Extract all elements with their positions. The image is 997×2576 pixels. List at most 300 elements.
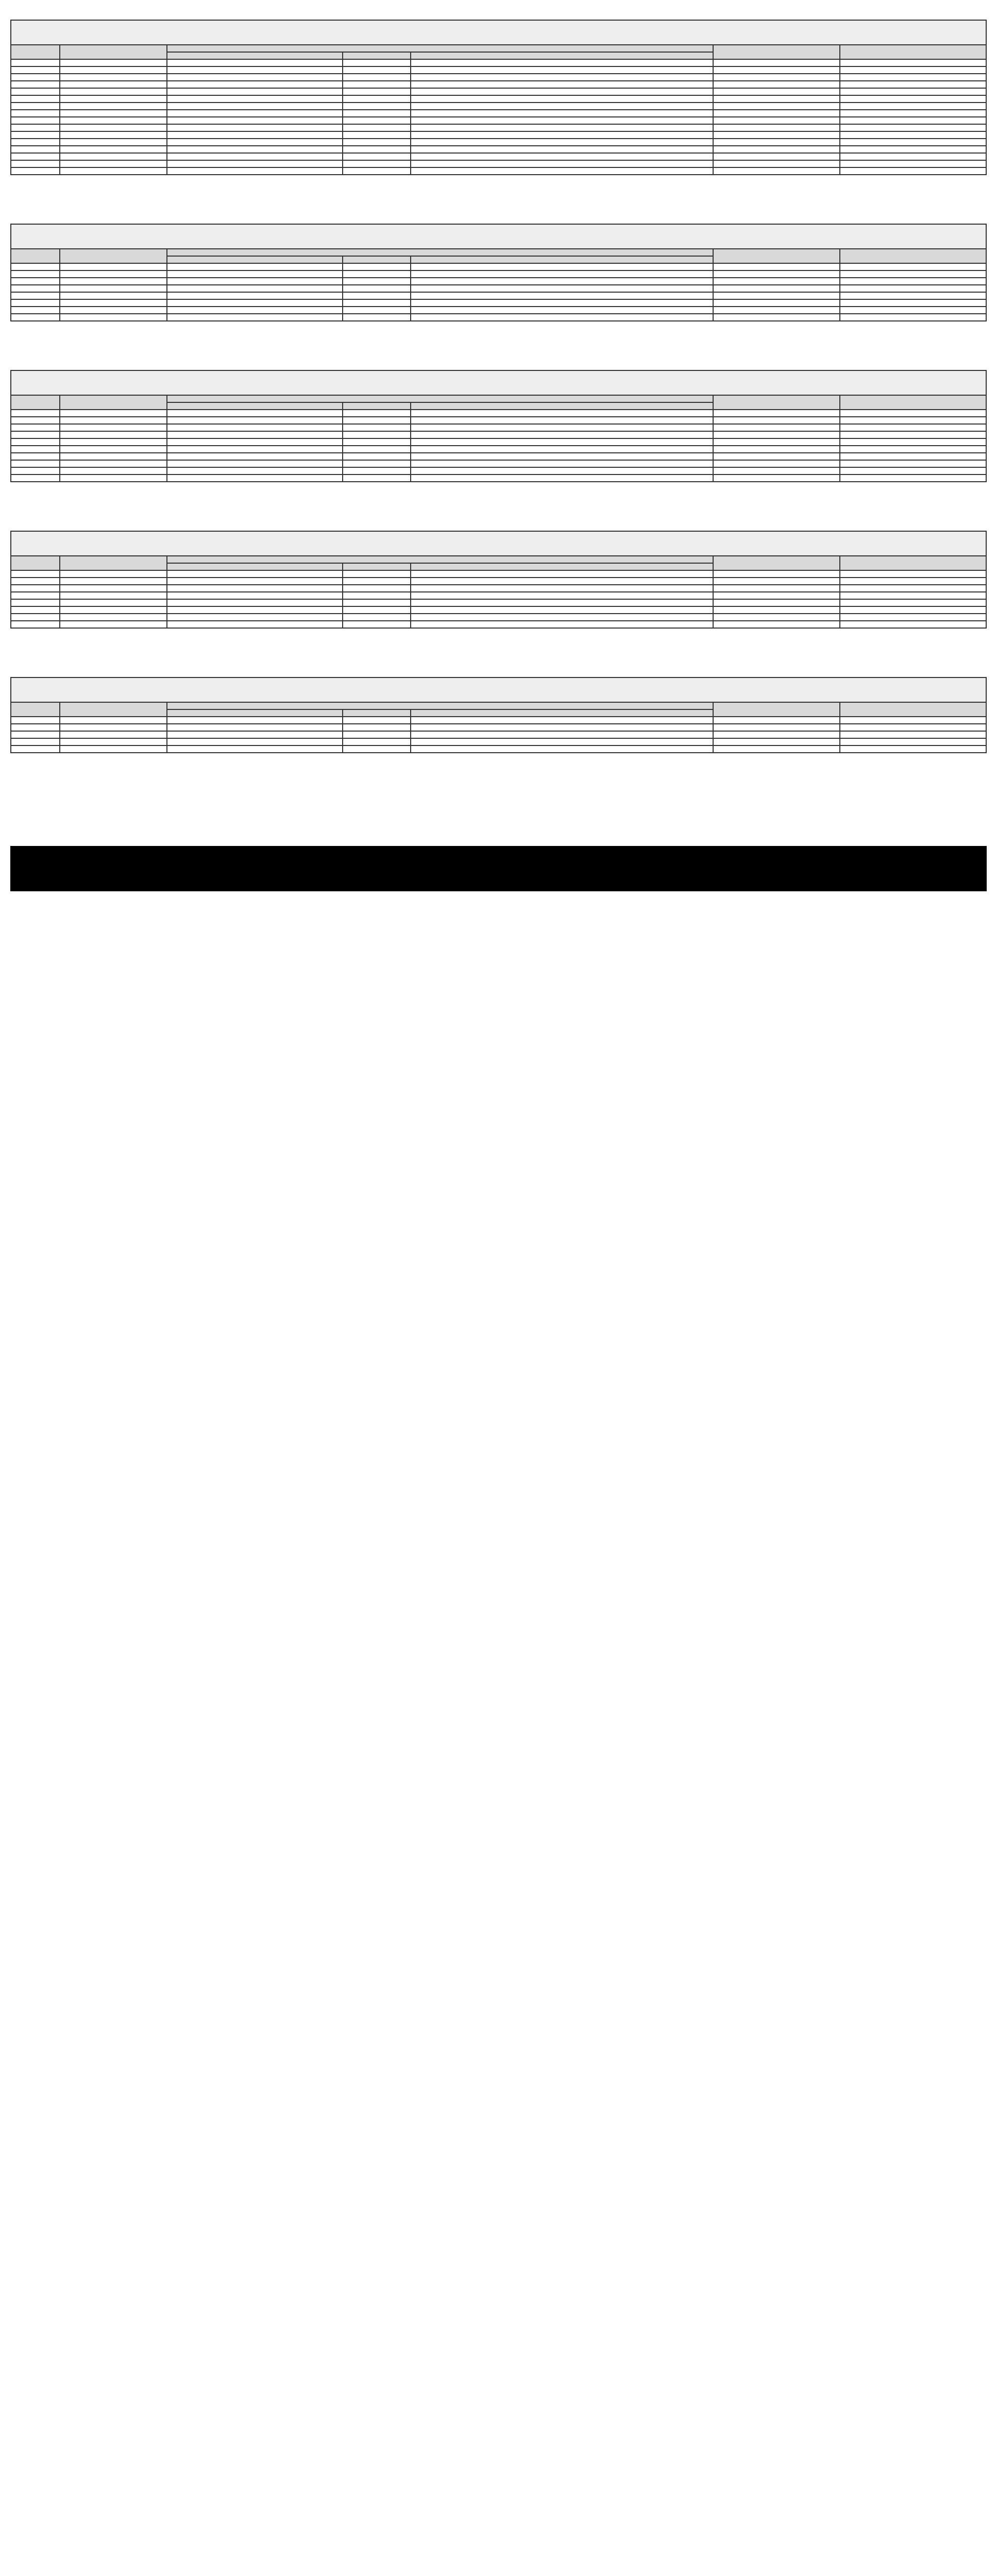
notice-page [10,5,987,1108]
cell-authority [840,278,986,285]
cell-count [343,578,411,585]
cell-count [343,74,411,81]
cell-area [411,81,713,88]
table-row [11,621,986,628]
cell-area [411,724,713,731]
cell-post [167,117,343,124]
cell-secretariat [713,66,840,74]
cell-serial [11,278,60,285]
cell-secretariat [713,738,840,745]
notice-number [10,891,987,924]
cell-post [167,103,343,110]
cell-notice-no [60,88,167,95]
col-count-header [343,52,411,59]
cell-area [411,270,713,278]
cell-notice-no [60,307,167,314]
cell-post [167,453,343,460]
cell-authority [840,117,986,124]
cell-count [343,278,411,285]
cell-area [411,131,713,139]
table-header [11,249,986,263]
cell-count [343,95,411,103]
cell-authority [840,285,986,292]
table-row [11,431,986,438]
table-body [11,570,986,628]
cell-authority [840,738,986,745]
cell-secretariat [713,460,840,467]
cell-authority [840,570,986,578]
cell-authority [840,74,986,81]
cell-secretariat [713,146,840,153]
vacancy-table [10,395,987,482]
cell-serial [11,103,60,110]
cell-authority [840,95,986,103]
cell-notice-no [60,599,167,606]
cell-serial [11,606,60,614]
cell-authority [840,146,986,153]
cell-notice-no [60,110,167,117]
cell-area [411,314,713,321]
cell-area [411,467,713,474]
col-post-header [167,256,343,263]
col-serial-header [11,45,60,59]
notice-heading-1 [10,787,987,846]
cell-authority [840,606,986,614]
table-row [11,292,986,299]
cell-count [343,474,411,482]
cell-area [411,424,713,431]
cell-area [411,438,713,446]
cell-serial [11,570,60,578]
cell-area [411,599,713,606]
cell-secretariat [713,717,840,724]
cell-count [343,410,411,417]
table-row [11,131,986,139]
table-row [11,59,986,66]
table-row [11,167,986,175]
cell-post [167,410,343,417]
cell-serial [11,621,60,628]
cell-count [343,724,411,731]
cell-serial [11,299,60,307]
col-area-header [411,256,713,263]
col-count-header [343,563,411,570]
cell-secretariat [713,592,840,599]
cell-secretariat [713,167,840,175]
cell-notice-no [60,474,167,482]
header-row [11,556,986,563]
cell-post [167,74,343,81]
cell-serial [11,74,60,81]
cell-area [411,110,713,117]
cell-area [411,103,713,110]
cell-secretariat [713,278,840,285]
cell-serial [11,424,60,431]
cell-notice-no [60,270,167,278]
cell-area [411,74,713,81]
cell-notice-no [60,410,167,417]
cell-authority [840,139,986,146]
cell-serial [11,585,60,592]
cell-notice-no [60,153,167,160]
table-row [11,307,986,314]
cell-area [411,431,713,438]
section-note [10,175,987,209]
cell-area [411,460,713,467]
cell-secretariat [713,88,840,95]
cell-secretariat [713,285,840,292]
cell-secretariat [713,424,840,431]
cell-notice-no [60,460,167,467]
cell-authority [840,110,986,117]
cell-area [411,717,713,724]
col-notice-header [60,45,167,59]
cell-area [411,606,713,614]
cell-notice-no [60,621,167,628]
cell-authority [840,160,986,167]
cell-notice-no [60,717,167,724]
section-pokhara [10,224,987,355]
cell-secretariat [713,307,840,314]
cell-area [411,307,713,314]
cell-count [343,117,411,124]
cell-authority [840,424,986,431]
table-row [11,270,986,278]
col-area-header [411,709,713,717]
col-serial-header [11,395,60,410]
cell-count [343,307,411,314]
cell-count [343,59,411,66]
cell-area [411,299,713,307]
cell-serial [11,314,60,321]
cell-post [167,160,343,167]
cell-post [167,110,343,117]
table-row [11,717,986,724]
table-row [11,263,986,270]
cell-serial [11,292,60,299]
cell-post [167,446,343,453]
cell-authority [840,474,986,482]
cell-area [411,117,713,124]
table-row [11,417,986,424]
cell-serial [11,438,60,446]
table-body [11,59,986,175]
table-row [11,460,986,467]
cell-authority [840,585,986,592]
cell-authority [840,438,986,446]
col-authority-header [840,249,986,263]
cell-count [343,467,411,474]
cell-post [167,606,343,614]
cell-secretariat [713,599,840,606]
cell-notice-no [60,81,167,88]
cell-notice-no [60,592,167,599]
cell-serial [11,467,60,474]
table-row [11,446,986,453]
table-header [11,395,986,410]
cell-secretariat [713,299,840,307]
header-row [11,249,986,256]
cell-notice-no [60,585,167,592]
cell-authority [840,88,986,95]
cell-post [167,717,343,724]
cell-count [343,110,411,117]
col-notice-header [60,395,167,410]
section-note [10,629,987,663]
notice-paragraph [10,924,987,1007]
cell-secretariat [713,614,840,621]
cell-area [411,167,713,175]
cell-post [167,745,343,753]
cell-secretariat [713,139,840,146]
cell-authority [840,592,986,599]
cell-notice-no [60,292,167,299]
col-authority-header [840,395,986,410]
table-row [11,117,986,124]
cell-authority [840,103,986,110]
col-secretariat-header [713,45,840,59]
col-secretariat-header [713,702,840,717]
col-count-header [343,402,411,410]
cell-count [343,460,411,467]
table-row [11,314,986,321]
col-authority-header [840,45,986,59]
cell-notice-no [60,139,167,146]
table-row [11,153,986,160]
cell-serial [11,263,60,270]
header-row [11,395,986,402]
cell-serial [11,431,60,438]
cell-authority [840,153,986,160]
cell-post [167,95,343,103]
cell-post [167,131,343,139]
cell-count [343,153,411,160]
cell-count [343,431,411,438]
table-row [11,424,986,431]
cell-post [167,599,343,606]
cell-count [343,103,411,110]
section-title [10,224,987,248]
section-dipayal [10,677,987,787]
cell-count [343,585,411,592]
cell-secretariat [713,263,840,270]
cell-post [167,460,343,467]
cell-serial [11,614,60,621]
cell-count [343,745,411,753]
col-secretariat-header [713,249,840,263]
cell-authority [840,724,986,731]
cell-post [167,307,343,314]
cell-area [411,474,713,482]
col-authority-header [840,702,986,717]
cell-serial [11,88,60,95]
col-post-header [167,563,343,570]
cell-serial [11,717,60,724]
table-body [11,263,986,321]
cell-secretariat [713,410,840,417]
section-note [10,753,987,787]
cell-area [411,59,713,66]
cell-serial [11,124,60,131]
col-post-header [167,709,343,717]
cell-secretariat [713,474,840,482]
instruction-item [10,1049,987,1066]
cell-notice-no [60,731,167,738]
cell-count [343,621,411,628]
cell-area [411,153,713,160]
section-note [10,482,987,516]
cell-authority [840,578,986,585]
cell-post [167,59,343,66]
col-area-header [411,563,713,570]
instructions-list [10,1029,987,1106]
cell-count [343,731,411,738]
cell-secretariat [713,74,840,81]
cell-count [343,88,411,95]
cell-count [343,167,411,175]
cell-serial [11,110,60,117]
cell-post [167,153,343,160]
cell-serial [11,139,60,146]
section-title [10,20,987,44]
col-post-group-header [167,395,713,402]
cell-authority [840,410,986,417]
table-row [11,88,986,95]
cell-area [411,95,713,103]
cell-authority [840,59,986,66]
cell-serial [11,131,60,139]
cell-secretariat [713,438,840,446]
table-row [11,438,986,446]
cell-count [343,417,411,424]
cell-serial [11,599,60,606]
cell-area [411,410,713,417]
cell-post [167,738,343,745]
section-title [10,531,987,555]
cell-authority [840,167,986,175]
cell-post [167,278,343,285]
cell-post [167,263,343,270]
cell-authority [840,467,986,474]
cell-serial [11,410,60,417]
cell-count [343,81,411,88]
cell-serial [11,731,60,738]
table-row [11,570,986,578]
table-row [11,110,986,117]
cell-secretariat [713,453,840,460]
cell-serial [11,146,60,153]
col-notice-header [60,702,167,717]
section-title [10,677,987,702]
cell-secretariat [713,314,840,321]
cell-secretariat [713,110,840,117]
cell-post [167,424,343,431]
table-row [11,585,986,592]
cell-notice-no [60,738,167,745]
cell-post [167,570,343,578]
cell-count [343,131,411,139]
cell-area [411,592,713,599]
cell-count [343,446,411,453]
table-row [11,66,986,74]
cell-notice-no [60,160,167,167]
col-post-group-header [167,45,713,52]
col-notice-header [60,249,167,263]
cell-area [411,66,713,74]
cell-serial [11,117,60,124]
table-header [11,45,986,59]
col-post-group-header [167,556,713,563]
table-row [11,278,986,285]
cell-authority [840,717,986,724]
cell-post [167,467,343,474]
cell-notice-no [60,66,167,74]
notice-block [10,787,987,1106]
cell-secretariat [713,81,840,88]
cell-count [343,424,411,431]
cell-authority [840,307,986,314]
cell-authority [840,431,986,438]
col-serial-header [11,249,60,263]
cell-secretariat [713,59,840,66]
cell-authority [840,614,986,621]
cell-secretariat [713,446,840,453]
cell-notice-no [60,417,167,424]
cell-notice-no [60,95,167,103]
cell-secretariat [713,585,840,592]
cell-secretariat [713,95,840,103]
cell-count [343,606,411,614]
cell-serial [11,592,60,599]
cell-notice-no [60,745,167,753]
cell-area [411,124,713,131]
cell-notice-no [60,263,167,270]
cell-notice-no [60,570,167,578]
cell-notice-no [60,131,167,139]
cell-post [167,285,343,292]
cell-area [411,263,713,270]
section-title [10,370,987,395]
table-body [11,717,986,753]
table-row [11,81,986,88]
cell-count [343,438,411,446]
cell-count [343,146,411,153]
table-row [11,474,986,482]
col-post-group-header [167,702,713,709]
cell-serial [11,460,60,467]
cell-notice-no [60,278,167,285]
cell-serial [11,153,60,160]
vacancy-table [10,555,987,629]
cell-area [411,585,713,592]
cell-notice-no [60,606,167,614]
cell-notice-no [60,424,167,431]
instruction-item [10,1029,987,1047]
cell-secretariat [713,431,840,438]
cell-area [411,146,713,153]
cell-area [411,278,713,285]
notice-heading-2 [10,846,987,891]
cell-count [343,124,411,131]
cell-post [167,724,343,731]
table-row [11,467,986,474]
cell-area [411,285,713,292]
cell-serial [11,66,60,74]
cell-serial [11,307,60,314]
cell-post [167,88,343,95]
cell-secretariat [713,160,840,167]
instruction-item [10,1069,987,1086]
